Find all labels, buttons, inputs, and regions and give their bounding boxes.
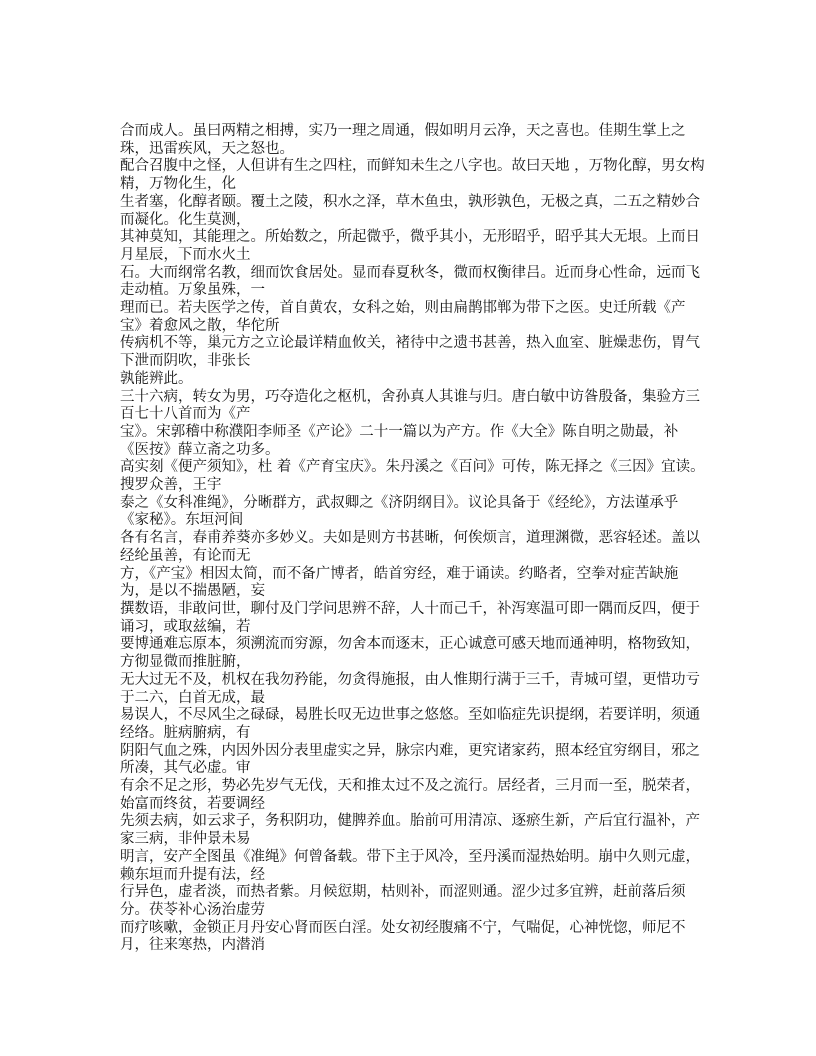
paragraph: 宝》。宋郭稽中称濮阳李师圣《产论》二十一篇以为产方。作《大全》陈自明之勋最，补《医按》薛立斋之功多。 — [120, 423, 679, 458]
paragraph: 孰能辨此。 — [120, 370, 193, 387]
paragraph: 有余不足之形，势必先岁气无伐，天和推太过不及之流行。居经者，三月而一至，脱荣者，始富而终贫，若要调经 — [120, 778, 700, 812]
paragraph: 易误人，不尽风尘之碌碌，曷胜长叹无边世事之悠悠。至如临症先识提纲，若要详明，须通经络。脏病腑病，有 — [120, 707, 700, 741]
paragraph: 生者塞，化醇者颐。覆土之陵，积水之泽，草木鱼虫，孰形孰色，无极之真，二五之精妙合而凝化。化生莫测， — [120, 193, 700, 228]
paragraph: 理而已。若夫医学之传，首自黄农，女科之始，则由扁鹊邯郸为带下之医。史迁所载《产宝》着愈风之散，华佗所 — [120, 300, 686, 334]
paragraph: 泰之《女科准绳》，分晰群方，武叔卿之《济阴纲目》。议论具备于《经纶》，方法谨承乎《家秘》。东垣河间 — [120, 494, 679, 529]
paragraph: 三十六病，转女为男，巧夺造化之枢机，舍孙真人其谁与归。唐白敏中访昝殷备，集验方三百七十八首而为《产 — [120, 388, 700, 423]
paragraph: 各有名言，春甫养葵亦多妙义。夫如是则方书甚晰，何俟烦言，道理渊微，恶容轻述。盖以经纶虽善，有论而无 — [120, 530, 700, 564]
paragraph: 其神莫知，其能理之。所始数之，所起微乎，微乎其小，无形昭乎，昭乎其大无垠。上而日月星辰，下而水火土 — [120, 229, 700, 263]
paragraph: 而疗咳嗽，金锁正月丹安心肾而医白淫。处女初经腹痛不宁，气喘促，心神恍惚，师尼不月，往来寒热，内潜消 — [120, 919, 686, 954]
paragraph: 明言，安产全图虽《准绳》何曾备载。带下主于风冷，至丹溪而湿热始明。崩中久则元虚，赖东垣而升提有法，经 — [120, 848, 700, 883]
document-body — [120, 123, 706, 955]
paragraph: 传病机不等，巢元方之立论最详精血攸关，褚待中之遗书甚善，热入血室、脏燥悲伤，胃气下泄而阴吹，非张长 — [120, 335, 700, 370]
paragraph: 石。大而纲常名教，细而饮食居处。显而春夏秋冬，微而权衡律吕。近而身心性命，远而飞走动植。万象虽殊，一 — [120, 264, 700, 299]
paragraph: 无大过无不及，机权在我勿矜能，勿贪得施报，由人惟期行满于三千，青城可望，更惜功亏于二六，白首无成，最 — [120, 671, 700, 706]
paragraph: 方，《产宝》相因太简，而不备广博者，皓首穷经，难于诵读。约略者，空拳对症苦缺施为，是以不揣愚陋，妄 — [120, 565, 679, 600]
paragraph: 要博通难忘原本，须溯流而穷源，勿舍本而逐末，正心诚意可感天地而通神明，格物致知，方彻显微而推脏腑， — [120, 636, 700, 671]
paragraph: 配合召腹中之怪，人但讲有生之四柱，而鲜知未生之八字也。故曰天地 ，万物化醇，男女构精，万物化生，化 — [120, 158, 705, 193]
paragraph: 高实刻《便产须知》，杜 着《产育宝庆》。朱丹溪之《百问》可传，陈无择之《三因》宜读。搜罗众善，王宇 — [120, 459, 705, 494]
paragraph: 先须去病，如云求子，务积阴功，健脾养血。胎前可用清凉、逐瘀生新，产后宜行温补，产家三病，非仲景未易 — [120, 813, 700, 848]
paragraph: 阴阳气血之殊，内因外因分表里虚实之异，脉宗内难，更究诸家药，照本经宜穷纲目，邪之所凑，其气必虚。审 — [120, 742, 700, 777]
paragraph: 撰数语，非敢问世，聊付及门学问思辨不辞，人十而己千，补泻寒温可即一隅而反四，便于诵习，或取兹编，若 — [120, 600, 700, 635]
paragraph: 行异色，虚者淡，而热者紫。月候愆期，枯则补，而涩则通。涩少过多宜辨，赶前落后须分。茯苓补心汤治虚劳 — [120, 884, 686, 918]
paragraph: 合而成人。虽曰两精之相搏，实乃一理之周通，假如明月云净，天之喜也。佳期生掌上之珠，迅雷疾风，天之怒也。 — [120, 123, 686, 157]
